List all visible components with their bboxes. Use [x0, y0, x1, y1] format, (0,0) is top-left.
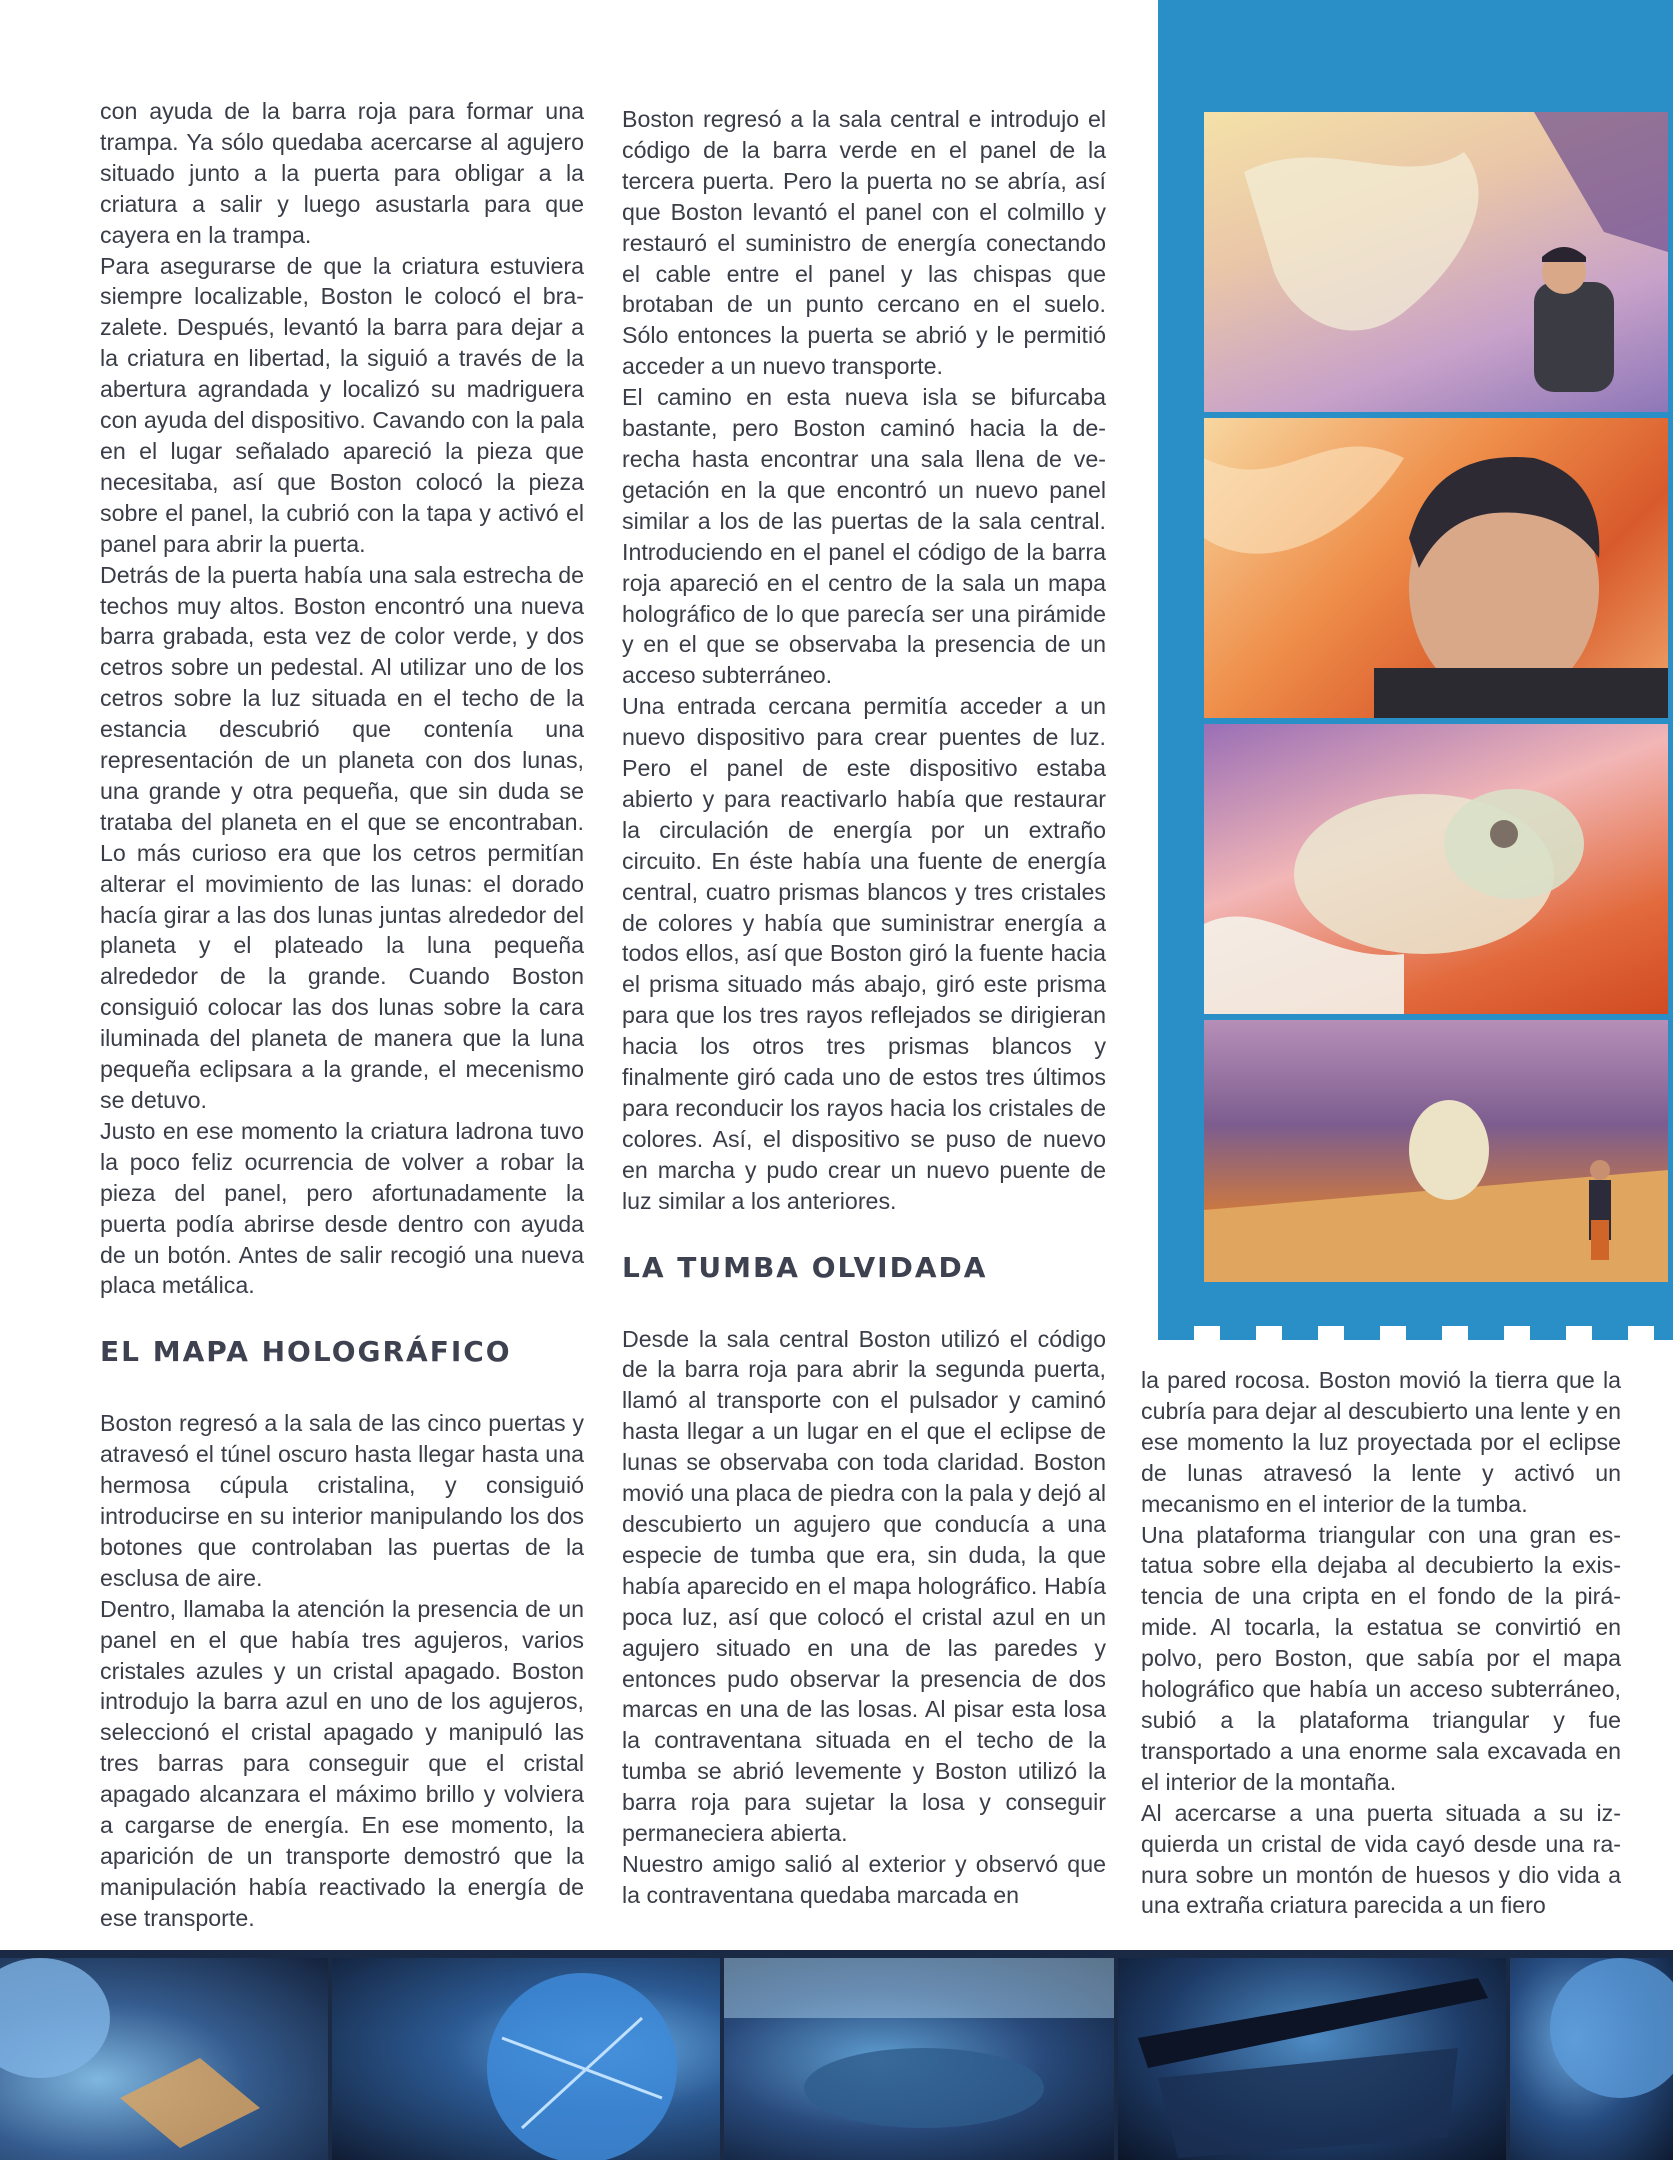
scene-illustration — [332, 1958, 720, 2160]
scene-illustration — [1204, 112, 1668, 412]
screenshot-transport — [1118, 1958, 1506, 2160]
scene-illustration — [1204, 724, 1668, 1014]
scene-illustration — [724, 1958, 1114, 2160]
body-paragraph: Desde la sala central Boston utilizó el código de la barra roja para abrir la segunda puerta, llamó al transporte con el pulsador y caminó hasta llegar a un lugar en el que el eclipse de lunas se observaba con toda claridad. Boston movió una placa de piedra con la pala y dejó al descubierto un agujero que conducía a una especie de tumba que era, sin duda, la que había aparecido en el mapa holográfico. Había poca luz, así que colocó el cristal azul en un agujero situado en una de las paredes y entonces pudo observar la presencia de dos marcas en una de las losas. Al pisar esta losa la contraventana situada en el techo de la tumba se abrió levemente y Boston utilizó la barra roja para sujetar la losa y conseguir permaneciera abierta. — [622, 1325, 1106, 1847]
article-column-left — [100, 96, 584, 1934]
body-paragraph: Una entrada cercana permitía acceder a un nuevo dispositivo para crear puentes de luz. Pero el panel de este dispositivo estaba abierto y para reactivarlo había que restaurar la circulación de energía por un extraño circuito. En éste había una fuente de energía central, cuatro prismas blancos y tres cristales de colores y había que suministrar energía a todos ellos, así que Boston giró la fuente hacia el prisma situado más abajo, giró este prisma para que los tres rayos reflejados se dirigieran hacia los otros tres prismas blancos y finalmente giró cada uno de estos tres últimos para reconducir los rayos hacia los cristales de colores. Así, el dispositivo se puso de nuevo en marcha y pudo crear un nuevo puente de luz similar a los anteriores. — [622, 693, 1106, 1214]
body-paragraph: Nuestro amigo salió al exterior y observó que la contraventana quedaba marcada en — [622, 1850, 1106, 1908]
bottom-screenshot-strip — [0, 1950, 1673, 2160]
body-paragraph: Boston regresó a la sala central e introdujo el código de la barra verde en el panel de la tercera puerta. Pero la puerta no se abría, así que Boston levantó el panel con el colmillo y restauró el suministro de energía conectando el cable entre el panel y las chispas que brotaban de un punto cercano en el suelo. Sólo entonces la puerta se abrió y le permitió acceder a un nuevo transporte. — [622, 106, 1106, 380]
screenshot-tunnel — [724, 1958, 1114, 2160]
body-paragraph: Detrás de la puerta había una sala estrecha de techos muy altos. Boston encontró una nueva barra grabada, esta vez de color verde, y dos cetros sobre un pedestal. Al utilizar uno de los cetros sobre la luz situada en el techo de la estancia descubrió que contenía una representación de un planeta con dos lunas, una grande y otra pequeña, que sin duda se trataba del planeta en el que se encontraban. Lo más curioso era que los cetros permitían alterar el movimiento de las lunas: el dorado hacía girar a las dos lunas juntas alrededor del planeta y el plateado la luna pequeña alrededor de la grande. Cuando Boston consiguió colocar las dos lunas sobre la cara iluminada del planeta de manera que la luna pequeña eclipsara a la grande, el mecenismo se detuvo. — [100, 561, 584, 1113]
scene-illustration — [1510, 1958, 1673, 2160]
scene-illustration — [1118, 1958, 1506, 2160]
section-heading: LA TUMBA OLVIDADA — [622, 1250, 988, 1284]
scene-illustration — [1204, 1020, 1668, 1282]
screenshot-crystal-dome — [332, 1958, 720, 2160]
body-paragraph: Al acercarse a una puerta situada a su izquierda un cristal de vida cayó desde una ranura sobre un montón de huesos y dio vida a una extraña criatura parecida a un fiero — [1141, 1799, 1621, 1919]
screenshot-crystal-dome-2 — [1510, 1958, 1673, 2160]
screenshot-creature — [1204, 724, 1668, 1014]
body-paragraph: la pared rocosa. Boston movió la tierra que la cubría para dejar al descubierto una lente y en ese momento la luz proyectada por el eclipse de lunas atravesó la lente y activó un mecanismo en el interior de la tumba. — [1141, 1367, 1621, 1517]
screenshot-boston-closeup — [1204, 418, 1668, 718]
body-paragraph: Dentro, llamaba la atención la presencia de un panel en el que había tres agujeros, varios cristales azules y un cristal apagado. Boston introdujo la barra azul en uno de los agujeros, seleccionó el cristal apagado y manipuló las tres barras para conseguir que el cristal apagado alcanzara el máximo brillo y volviera a cargarse de energía. En ese momento, la aparición de un transporte demostró que la manipulación había reactivado la energía de ese transporte. — [100, 1595, 584, 1931]
article-column-middle — [622, 104, 1106, 1911]
filmstrip-edge — [1158, 1326, 1673, 1340]
scene-illustration — [1204, 418, 1668, 718]
screenshot-ghost-figure — [1204, 112, 1668, 412]
body-paragraph: Para asegurarse de que la criatura estuviera siempre localizable, Boston le colocó el brazalete. Después, levantó la barra para dejar a la criatura en libertad, la siguió a través de la abertura agrandada y localizó su madriguera con ayuda del dispositivo. Cavando con la pala en el lugar señalado apareció la pieza que necesitaba, así que Boston colocó la pieza sobre el panel, la cubrió con la tapa y activó el panel para abrir la puerta. — [100, 252, 584, 557]
section-heading: EL MAPA HOLOGRÁFICO — [100, 1335, 512, 1369]
article-column-right — [1141, 1365, 1621, 1921]
body-paragraph: El camino en esta nueva isla se bifurcaba bastante, pero Boston caminó hacia la derecha hasta encontrar una sala llena de vegetación en la que encontró un nuevo panel similar a los de las puertas de la sala central. Introduciendo en el panel el código de la barra roja apareció en el centro de la sala un mapa holográfico de lo que parecía ser una pirámide y en el que se observaba la presencia de un acceso subterráneo. — [622, 384, 1106, 689]
screenshot-dome-interior — [0, 1958, 328, 2160]
screenshot-platform-scene — [1204, 1020, 1668, 1282]
screenshot-filmstrip — [1158, 0, 1673, 1340]
body-paragraph: Boston regresó a la sala de las cinco puertas y atravesó el túnel oscuro hasta llegar hasta una hermosa cúpula cristalina, y consiguió introducirse en su interior manipulando los dos botones que controlaban las puertas de la esclusa de aire. — [100, 1410, 584, 1591]
body-paragraph: Justo en ese momento la criatura ladrona tuvo la poco feliz ocurrencia de volver a robar la pieza del panel, pero afortunadamente la puerta podía abrirse desde dentro con ayuda de un botón. Antes de salir recogió una nueva placa metálica. — [100, 1117, 584, 1299]
body-paragraph: Una plataforma triangular con una gran estatua sobre ella dejaba al decubierto la existencia de una cripta en el fondo de la pirámide. Al tocarla, la estatua se convirtió en polvo, pero Boston, que sabía por el mapa holográfico que había un acceso subterráneo, subió a la plataforma triangular y fue transportado a una enorme sala excavada en el interior de la montaña. — [1141, 1521, 1621, 1795]
scene-illustration — [0, 1958, 328, 2160]
body-paragraph: con ayuda de la barra roja para formar una trampa. Ya sólo quedaba acercarse al agujero situado junto a la puerta para obligar a la criatura a salir y luego asustarla para que cayera en la trampa. — [100, 98, 584, 248]
